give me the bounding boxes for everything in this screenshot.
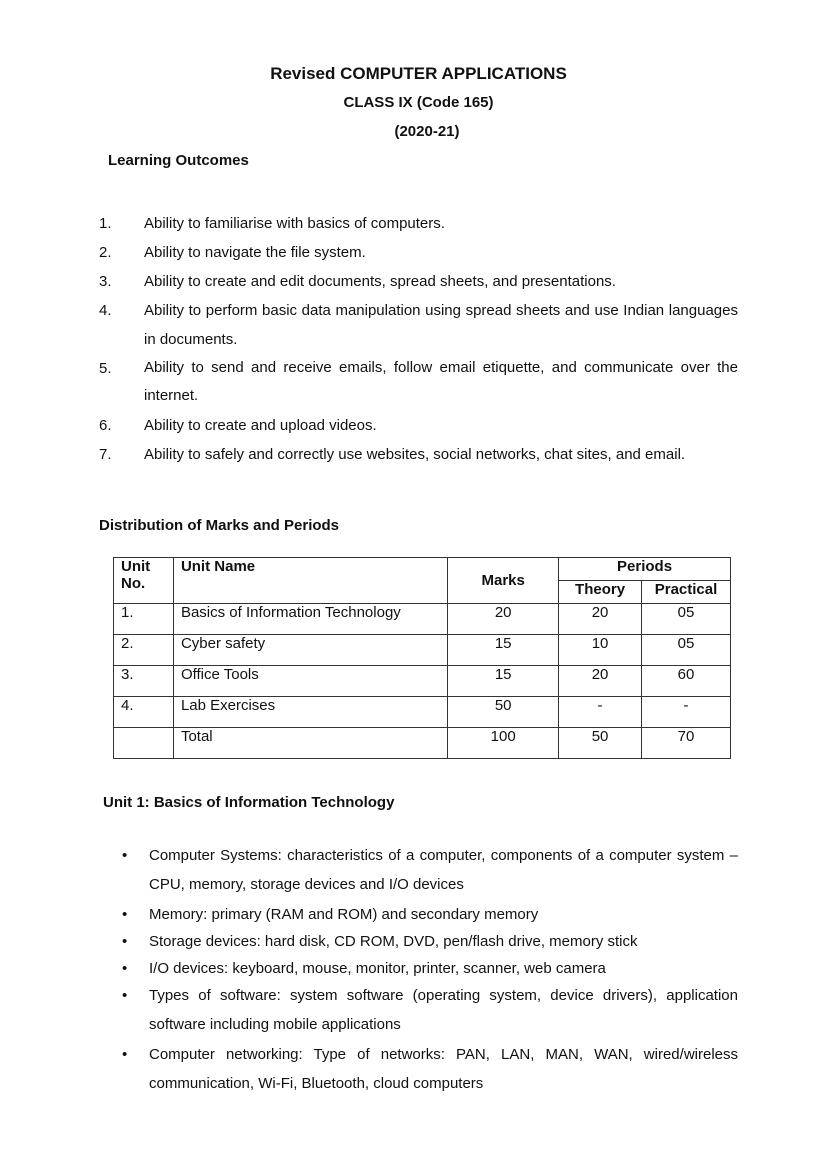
unit-no-cell: 1.	[114, 604, 174, 635]
bullet-icon: •	[122, 1046, 128, 1063]
marks-header: Marks	[448, 558, 559, 604]
unit-name-cell: Cyber safety	[173, 635, 447, 666]
list-item: Ability to send and receive emails, follow email etiquette, and communicate over the internet.	[144, 359, 738, 404]
list-item-number: 6.	[99, 417, 112, 434]
list-item: Ability to create and upload videos.	[144, 417, 377, 434]
bullet-item: Memory: primary (RAM and ROM) and secondary memory	[149, 906, 539, 923]
bullet-icon: •	[122, 933, 128, 950]
table-row	[114, 666, 731, 697]
list-item: Ability to safely and correctly use websites, social networks, chat sites, and email.	[144, 446, 686, 463]
theory-cell: 10	[559, 635, 642, 666]
practical-header: Practical	[642, 581, 731, 604]
class-line: CLASS IX (Code 165)	[343, 94, 494, 111]
list-item-number: 1.	[99, 215, 112, 232]
theory-cell: 50	[559, 728, 642, 759]
list-item-number: 3.	[99, 273, 112, 290]
marks-cell: 20	[448, 604, 559, 635]
unit-name-cell: Basics of Information Technology	[173, 604, 447, 635]
table-row	[114, 604, 731, 635]
marks-cell: 50	[448, 697, 559, 728]
list-item-number: 5.	[99, 360, 112, 377]
total-row	[114, 728, 731, 759]
learning-outcomes-heading: Learning Outcomes	[108, 152, 249, 169]
unit-no-cell: 3.	[114, 666, 174, 697]
theory-cell: -	[559, 697, 642, 728]
practical-cell: -	[642, 697, 731, 728]
document-title: Revised COMPUTER APPLICATIONS	[270, 64, 567, 83]
unit-no-cell: 2.	[114, 635, 174, 666]
theory-header: Theory	[559, 581, 642, 604]
unit-no-header: Unit No.	[114, 558, 174, 604]
table-header-row	[114, 558, 731, 581]
periods-header: Periods	[559, 558, 731, 581]
session-year: (2020-21)	[394, 123, 460, 140]
practical-cell: 70	[642, 728, 731, 759]
bullet-icon: •	[122, 987, 128, 1004]
bullet-item: I/O devices: keyboard, mouse, monitor, printer, scanner, web camera	[149, 960, 606, 977]
unit-name-header: Unit Name	[173, 558, 447, 604]
practical-cell: 05	[642, 604, 731, 635]
bullet-item: Computer Systems: characteristics of a computer, components of a computer system – CPU, memory, storage devices and I/O devices	[149, 847, 738, 893]
unit-name-cell: Lab Exercises	[173, 697, 447, 728]
table-row	[114, 697, 731, 728]
marks-cell: 15	[448, 635, 559, 666]
list-item-number: 4.	[99, 302, 112, 319]
theory-cell: 20	[559, 604, 642, 635]
marks-periods-table	[113, 557, 731, 759]
unit-no-cell	[114, 728, 174, 759]
marks-cell: 15	[448, 666, 559, 697]
list-item-number: 2.	[99, 244, 112, 261]
bullet-icon: •	[122, 960, 128, 977]
bullet-icon: •	[122, 906, 128, 923]
practical-cell: 05	[642, 635, 731, 666]
marks-cell: 100	[448, 728, 559, 759]
bullet-item: Computer networking: Type of networks: PAN, LAN, MAN, WAN, wired/wireless communication, Wi-Fi, Bluetooth, cloud computers	[149, 1046, 738, 1092]
unit1-heading: Unit 1: Basics of Information Technology	[103, 794, 395, 811]
list-item: Ability to navigate the file system.	[144, 244, 366, 261]
unit-name-cell: Office Tools	[173, 666, 447, 697]
theory-cell: 20	[559, 666, 642, 697]
unit-no-cell: 4.	[114, 697, 174, 728]
list-item: Ability to perform basic data manipulation using spread sheets and use Indian languages in documents.	[144, 302, 738, 348]
bullet-item: Storage devices: hard disk, CD ROM, DVD, pen/flash drive, memory stick	[149, 933, 638, 950]
list-item: Ability to create and edit documents, spread sheets, and presentations.	[144, 273, 616, 290]
practical-cell: 60	[642, 666, 731, 697]
bullet-icon: •	[122, 847, 128, 864]
distribution-heading: Distribution of Marks and Periods	[99, 517, 340, 534]
unit-name-cell: Total	[173, 728, 447, 759]
bullet-item: Types of software: system software (operating system, device drivers), application software including mobile applications	[149, 987, 738, 1033]
list-item-number: 7.	[99, 446, 112, 463]
list-item: Ability to familiarise with basics of computers.	[144, 215, 445, 232]
table-row	[114, 635, 731, 666]
